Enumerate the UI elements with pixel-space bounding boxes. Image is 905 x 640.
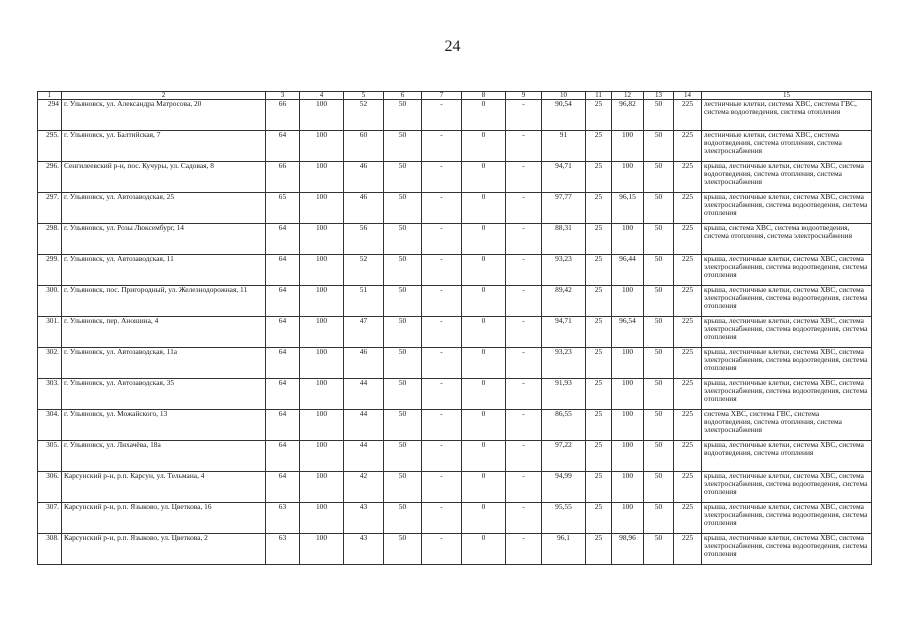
cell-c11: 25	[586, 193, 612, 224]
column-header: 6	[384, 92, 422, 100]
cell-c4: 100	[300, 162, 344, 193]
cell-c7: -	[422, 534, 462, 565]
cell-c10: 96,1	[542, 534, 586, 565]
cell-c12: 100	[612, 441, 644, 472]
cell-c8: 0	[462, 410, 506, 441]
cell-c3: 66	[266, 100, 300, 131]
cell-c12: 100	[612, 410, 644, 441]
address: г. Ульяновск, ул. Можайского, 13	[62, 410, 266, 441]
cell-c12: 100	[612, 162, 644, 193]
cell-c5: 42	[344, 472, 384, 503]
cell-c12: 96,54	[612, 317, 644, 348]
cell-c7: -	[422, 224, 462, 255]
cell-c9: -	[506, 348, 542, 379]
row-number: 302.	[38, 348, 62, 379]
cell-c13: 50	[644, 472, 674, 503]
cell-c13: 50	[644, 441, 674, 472]
cell-c14: 225	[674, 534, 702, 565]
cell-c13: 50	[644, 503, 674, 534]
cell-c4: 100	[300, 255, 344, 286]
cell-c9: -	[506, 503, 542, 534]
cell-c14: 225	[674, 286, 702, 317]
cell-c11: 25	[586, 472, 612, 503]
cell-c14: 225	[674, 503, 702, 534]
works-list: крыша, лестничные клетки, система ХВС, система электроснабжения, система водоотведения, система отопления	[702, 317, 872, 348]
cell-c9: -	[506, 472, 542, 503]
cell-c11: 25	[586, 534, 612, 565]
address: г. Ульяновск, ул. Балтийская, 7	[62, 131, 266, 162]
address: г. Ульяновск, ул. Лихачёва, 18а	[62, 441, 266, 472]
column-header: 7	[422, 92, 462, 100]
data-table	[37, 91, 872, 565]
cell-c6: 50	[384, 472, 422, 503]
cell-c9: -	[506, 317, 542, 348]
cell-c11: 25	[586, 255, 612, 286]
cell-c11: 25	[586, 503, 612, 534]
cell-c5: 46	[344, 348, 384, 379]
cell-c4: 100	[300, 441, 344, 472]
cell-c8: 0	[462, 100, 506, 131]
works-list: крыша, лестничные клетки, система ХВС, система водоотведения, система отопления	[702, 441, 872, 472]
works-list: крыша, лестничные клетки, система ХВС, система водоотведения, система отопления, система электроснабжения	[702, 162, 872, 193]
address: г. Ульяновск, ул. Розы Люксембург, 14	[62, 224, 266, 255]
cell-c3: 64	[266, 224, 300, 255]
table-row	[38, 348, 872, 379]
cell-c3: 64	[266, 317, 300, 348]
cell-c10: 90,54	[542, 100, 586, 131]
cell-c5: 51	[344, 286, 384, 317]
cell-c10: 88,31	[542, 224, 586, 255]
cell-c8: 0	[462, 131, 506, 162]
cell-c7: -	[422, 348, 462, 379]
row-number: 298.	[38, 224, 62, 255]
cell-c10: 94,71	[542, 162, 586, 193]
table-body	[38, 100, 872, 565]
cell-c8: 0	[462, 441, 506, 472]
cell-c11: 25	[586, 224, 612, 255]
cell-c7: -	[422, 131, 462, 162]
cell-c12: 96,15	[612, 193, 644, 224]
cell-c4: 100	[300, 379, 344, 410]
address: Карсунский р-н, р.п. Языково, ул. Цветкова, 16	[62, 503, 266, 534]
cell-c4: 100	[300, 224, 344, 255]
table-row	[38, 441, 872, 472]
cell-c12: 100	[612, 348, 644, 379]
table-row	[38, 162, 872, 193]
cell-c9: -	[506, 441, 542, 472]
column-header: 2	[62, 92, 266, 100]
cell-c5: 46	[344, 162, 384, 193]
row-number: 299.	[38, 255, 62, 286]
cell-c4: 100	[300, 534, 344, 565]
cell-c8: 0	[462, 224, 506, 255]
cell-c12: 96,82	[612, 100, 644, 131]
cell-c10: 91,93	[542, 379, 586, 410]
cell-c8: 0	[462, 162, 506, 193]
cell-c5: 56	[344, 224, 384, 255]
cell-c14: 225	[674, 348, 702, 379]
cell-c3: 64	[266, 131, 300, 162]
cell-c6: 50	[384, 162, 422, 193]
works-list: крыша, лестничные клетки, система ХВС, система электроснабжения, система водоотведения, система отопления	[702, 255, 872, 286]
address: Карсунский р-н, р.п. Языково, ул. Цветкова, 2	[62, 534, 266, 565]
table-row	[38, 410, 872, 441]
cell-c8: 0	[462, 534, 506, 565]
cell-c14: 225	[674, 441, 702, 472]
cell-c10: 94,71	[542, 317, 586, 348]
cell-c14: 225	[674, 193, 702, 224]
cell-c5: 43	[344, 503, 384, 534]
cell-c9: -	[506, 100, 542, 131]
cell-c14: 225	[674, 100, 702, 131]
cell-c11: 25	[586, 441, 612, 472]
address: Сенгилеевский р-н, пос. Кучуры, ул. Садовая, 8	[62, 162, 266, 193]
works-list: система ХВС, система ГВС, система водоотведения, система отопления, система электроснабжения	[702, 410, 872, 441]
cell-c5: 46	[344, 193, 384, 224]
cell-c10: 97,77	[542, 193, 586, 224]
cell-c9: -	[506, 131, 542, 162]
cell-c6: 50	[384, 131, 422, 162]
cell-c12: 98,96	[612, 534, 644, 565]
row-number: 297.	[38, 193, 62, 224]
cell-c14: 225	[674, 255, 702, 286]
cell-c3: 63	[266, 534, 300, 565]
cell-c7: -	[422, 100, 462, 131]
table-row	[38, 131, 872, 162]
cell-c10: 91	[542, 131, 586, 162]
address: г. Ульяновск, пер. Аношина, 4	[62, 317, 266, 348]
cell-c10: 95,55	[542, 503, 586, 534]
cell-c4: 100	[300, 100, 344, 131]
cell-c4: 100	[300, 193, 344, 224]
cell-c13: 50	[644, 534, 674, 565]
cell-c8: 0	[462, 317, 506, 348]
cell-c10: 94,99	[542, 472, 586, 503]
cell-c14: 225	[674, 224, 702, 255]
column-header: 12	[612, 92, 644, 100]
cell-c11: 25	[586, 317, 612, 348]
cell-c5: 52	[344, 255, 384, 286]
works-list: крыша, лестничные клетки, система ХВС, система электроснабжения, система водоотведения, система отопления	[702, 379, 872, 410]
cell-c8: 0	[462, 379, 506, 410]
cell-c13: 50	[644, 224, 674, 255]
cell-c4: 100	[300, 317, 344, 348]
cell-c14: 225	[674, 472, 702, 503]
works-list: крыша, лестничные клетки, система ХВС, система электроснабжения, система водоотведения, система отопления	[702, 286, 872, 317]
cell-c7: -	[422, 162, 462, 193]
column-header: 3	[266, 92, 300, 100]
works-list: крыша, лестничные клетки, система ХВС, система электроснабжения, система водоотведения, система отопления	[702, 193, 872, 224]
cell-c6: 50	[384, 503, 422, 534]
cell-c13: 50	[644, 348, 674, 379]
cell-c3: 64	[266, 472, 300, 503]
cell-c13: 50	[644, 131, 674, 162]
cell-c7: -	[422, 255, 462, 286]
cell-c5: 52	[344, 100, 384, 131]
row-number: 303.	[38, 379, 62, 410]
cell-c13: 50	[644, 162, 674, 193]
row-number: 301.	[38, 317, 62, 348]
cell-c13: 50	[644, 286, 674, 317]
column-header: 8	[462, 92, 506, 100]
page-number: 24	[444, 38, 461, 55]
cell-c7: -	[422, 441, 462, 472]
table-row	[38, 317, 872, 348]
cell-c7: -	[422, 472, 462, 503]
address: г. Ульяновск, ул. Автозаводская, 35	[62, 379, 266, 410]
cell-c6: 50	[384, 410, 422, 441]
cell-c6: 50	[384, 193, 422, 224]
cell-c3: 65	[266, 193, 300, 224]
cell-c6: 50	[384, 441, 422, 472]
cell-c9: -	[506, 410, 542, 441]
cell-c6: 50	[384, 255, 422, 286]
cell-c12: 100	[612, 224, 644, 255]
cell-c10: 86,55	[542, 410, 586, 441]
table-row	[38, 100, 872, 131]
cell-c12: 100	[612, 379, 644, 410]
row-number: 300.	[38, 286, 62, 317]
cell-c11: 25	[586, 348, 612, 379]
column-header: 14	[674, 92, 702, 100]
cell-c3: 64	[266, 379, 300, 410]
cell-c14: 225	[674, 317, 702, 348]
cell-c12: 100	[612, 472, 644, 503]
header-row	[38, 92, 872, 100]
cell-c14: 225	[674, 131, 702, 162]
cell-c4: 100	[300, 472, 344, 503]
cell-c11: 25	[586, 131, 612, 162]
cell-c11: 25	[586, 286, 612, 317]
cell-c13: 50	[644, 317, 674, 348]
cell-c12: 100	[612, 503, 644, 534]
cell-c3: 66	[266, 162, 300, 193]
works-list: крыша, лестничные клетки, система ХВС, система электроснабжения, система водоотведения, система отопления	[702, 472, 872, 503]
cell-c3: 63	[266, 503, 300, 534]
cell-c7: -	[422, 193, 462, 224]
cell-c6: 50	[384, 286, 422, 317]
cell-c3: 64	[266, 255, 300, 286]
works-list: лестничные клетки, система ХВС, система ГВС, система водоотведения, система отопления	[702, 100, 872, 131]
cell-c13: 50	[644, 410, 674, 441]
cell-c8: 0	[462, 348, 506, 379]
cell-c5: 43	[344, 534, 384, 565]
cell-c6: 50	[384, 534, 422, 565]
cell-c7: -	[422, 317, 462, 348]
cell-c8: 0	[462, 472, 506, 503]
cell-c12: 100	[612, 131, 644, 162]
cell-c12: 100	[612, 286, 644, 317]
cell-c13: 50	[644, 193, 674, 224]
cell-c6: 50	[384, 348, 422, 379]
cell-c4: 100	[300, 131, 344, 162]
table-row	[38, 503, 872, 534]
cell-c11: 25	[586, 379, 612, 410]
cell-c4: 100	[300, 410, 344, 441]
cell-c10: 97,22	[542, 441, 586, 472]
works-list: крыша, лестничные клетки, система ХВС, система электроснабжения, система водоотведения, система отопления	[702, 534, 872, 565]
cell-c7: -	[422, 503, 462, 534]
cell-c5: 44	[344, 410, 384, 441]
address: г. Ульяновск, ул. Александра Матросова, 20	[62, 100, 266, 131]
address: Карсунский р-н, р.п. Карсун, ул. Тельмана, 4	[62, 472, 266, 503]
cell-c8: 0	[462, 255, 506, 286]
column-header: 13	[644, 92, 674, 100]
cell-c8: 0	[462, 193, 506, 224]
cell-c3: 64	[266, 441, 300, 472]
cell-c3: 64	[266, 348, 300, 379]
cell-c13: 50	[644, 379, 674, 410]
table-row	[38, 224, 872, 255]
cell-c13: 50	[644, 255, 674, 286]
row-number: 305.	[38, 441, 62, 472]
cell-c7: -	[422, 379, 462, 410]
address: г. Ульяновск, пос. Пригородный, ул. Железнодорожная, 11	[62, 286, 266, 317]
cell-c4: 100	[300, 286, 344, 317]
column-header: 15	[702, 92, 872, 100]
table-row	[38, 286, 872, 317]
cell-c6: 50	[384, 379, 422, 410]
works-list: лестничные клетки, система ХВС, система водоотведения, система отопления, система электроснабжения	[702, 131, 872, 162]
cell-c14: 225	[674, 162, 702, 193]
cell-c6: 50	[384, 317, 422, 348]
works-list: крыша, лестничные клетки, система ХВС, система электроснабжения, система водоотведения, система отопления	[702, 503, 872, 534]
table-row	[38, 379, 872, 410]
cell-c5: 47	[344, 317, 384, 348]
address: г. Ульяновск, ул. Автозаводская, 25	[62, 193, 266, 224]
table-row	[38, 472, 872, 503]
table-row	[38, 534, 872, 565]
cell-c4: 100	[300, 503, 344, 534]
works-list: крыша, лестничные клетки, система ХВС, система электроснабжения, система водоотведения, система отопления	[702, 348, 872, 379]
cell-c9: -	[506, 379, 542, 410]
address: г. Ульяновск, ул. Автозаводская, 11	[62, 255, 266, 286]
cell-c6: 50	[384, 100, 422, 131]
row-number: 304.	[38, 410, 62, 441]
cell-c12: 96,44	[612, 255, 644, 286]
cell-c11: 25	[586, 410, 612, 441]
cell-c5: 60	[344, 131, 384, 162]
table-row	[38, 255, 872, 286]
row-number: 296.	[38, 162, 62, 193]
cell-c14: 225	[674, 379, 702, 410]
row-number: 307.	[38, 503, 62, 534]
cell-c9: -	[506, 162, 542, 193]
cell-c13: 50	[644, 100, 674, 131]
cell-c5: 44	[344, 441, 384, 472]
cell-c9: -	[506, 534, 542, 565]
cell-c9: -	[506, 286, 542, 317]
cell-c9: -	[506, 255, 542, 286]
column-header: 9	[506, 92, 542, 100]
cell-c9: -	[506, 193, 542, 224]
cell-c9: -	[506, 224, 542, 255]
cell-c8: 0	[462, 503, 506, 534]
cell-c7: -	[422, 286, 462, 317]
row-number: 294	[38, 100, 62, 131]
row-number: 306.	[38, 472, 62, 503]
column-header: 1	[38, 92, 62, 100]
cell-c3: 64	[266, 286, 300, 317]
cell-c10: 93,23	[542, 255, 586, 286]
cell-c8: 0	[462, 286, 506, 317]
cell-c14: 225	[674, 410, 702, 441]
cell-c5: 44	[344, 379, 384, 410]
cell-c3: 64	[266, 410, 300, 441]
works-list: крыша, система ХВС, система водоотведения, система отопления, система электроснабжения	[702, 224, 872, 255]
address: г. Ульяновск, ул. Автозаводская, 11а	[62, 348, 266, 379]
cell-c6: 50	[384, 224, 422, 255]
table-row	[38, 193, 872, 224]
cell-c7: -	[422, 410, 462, 441]
column-header: 4	[300, 92, 344, 100]
cell-c10: 93,23	[542, 348, 586, 379]
column-header: 11	[586, 92, 612, 100]
cell-c11: 25	[586, 162, 612, 193]
column-header: 5	[344, 92, 384, 100]
column-header: 10	[542, 92, 586, 100]
cell-c11: 25	[586, 100, 612, 131]
row-number: 308.	[38, 534, 62, 565]
cell-c10: 89,42	[542, 286, 586, 317]
row-number: 295.	[38, 131, 62, 162]
cell-c4: 100	[300, 348, 344, 379]
